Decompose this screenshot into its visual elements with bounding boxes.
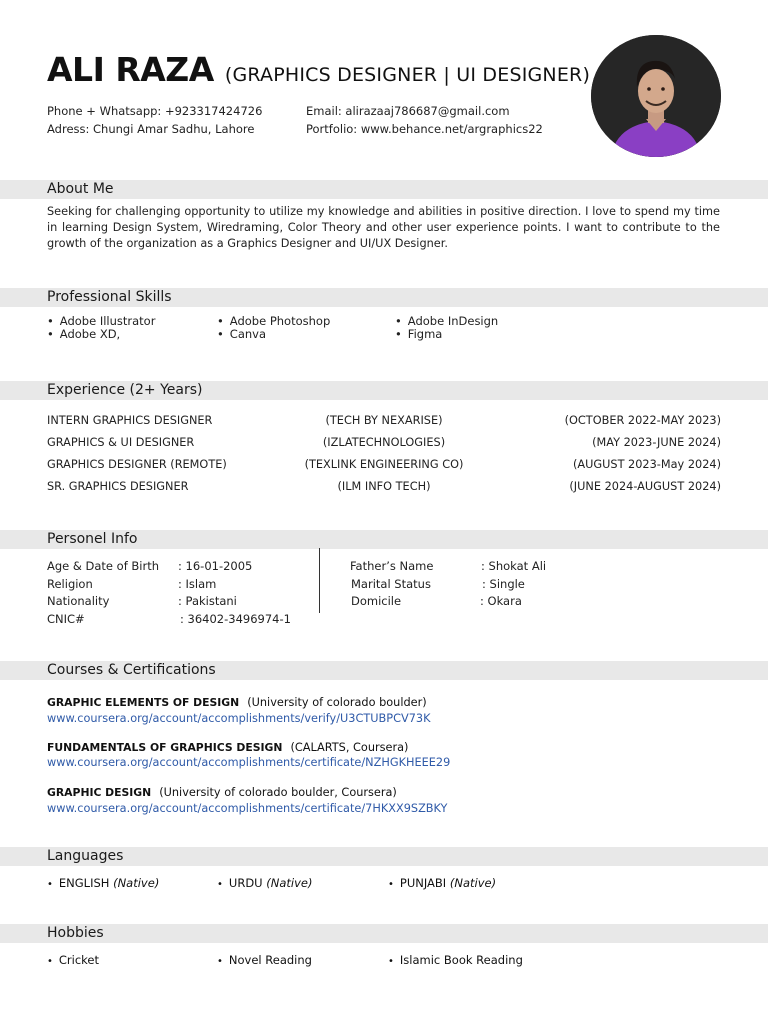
- skill-item: • Adobe InDesign: [395, 315, 498, 328]
- course-entry: [47, 741, 408, 754]
- course-institution: (University of colorado boulder, Coursera): [159, 786, 397, 799]
- job-dates: (MAY 2023-JUNE 2024): [592, 436, 721, 449]
- skills-column-3: [395, 315, 498, 341]
- person-portrait-icon: [591, 35, 721, 157]
- skills-column-2: [217, 315, 330, 341]
- info-value: : Single: [482, 577, 525, 591]
- language-item: [47, 876, 159, 890]
- job-title: GRAPHICS & UI DESIGNER: [47, 436, 195, 449]
- info-label: CNIC#: [47, 612, 85, 626]
- info-label: Father’s Name: [350, 559, 434, 573]
- course-certificate-link[interactable]: www.coursera.org/account/accomplishments/certificate/7HKXX9SZBKY: [47, 802, 448, 815]
- info-label: Domicile: [351, 594, 402, 608]
- email-text: Email: alirazaaj786687@gmail.com: [306, 104, 510, 118]
- job-dates: (JUNE 2024-AUGUST 2024): [569, 480, 721, 493]
- course-entry: [47, 786, 397, 799]
- bullet-icon: •: [388, 956, 394, 967]
- about-section-bar: [0, 180, 768, 199]
- job-title: GRAPHICS DESIGNER (REMOTE): [47, 458, 227, 471]
- candidate-role: (GRAPHICS DESIGNER | UI DESIGNER): [224, 64, 591, 86]
- language-item: [217, 876, 312, 890]
- hobby-item: [388, 953, 523, 967]
- info-label: Age & Date of Birth: [47, 559, 160, 573]
- skills-column-1: [47, 315, 155, 341]
- job-title: INTERN GRAPHICS DESIGNER: [47, 414, 213, 427]
- experience-row: [47, 436, 721, 452]
- header: [47, 50, 590, 89]
- language-level: (Native): [449, 876, 497, 890]
- personal-heading: Personel Info: [47, 531, 138, 547]
- bullet-icon: •: [47, 879, 53, 890]
- courses-heading: Courses & Certifications: [47, 662, 216, 678]
- hobby-item: [47, 953, 99, 967]
- candidate-name: ALI RAZA: [47, 50, 214, 89]
- skill-item: • Figma: [395, 328, 498, 341]
- experience-heading: Experience (2+ Years): [47, 382, 203, 398]
- job-company: (IZLATECHNOLOGIES): [322, 436, 446, 449]
- info-value: : Islam: [178, 577, 217, 591]
- about-heading: About Me: [47, 181, 114, 197]
- skills-heading: Professional Skills: [47, 289, 172, 305]
- hobbies-heading: Hobbies: [47, 925, 104, 941]
- address-text: Adress: Chungi Amar Sadhu, Lahore: [47, 122, 255, 136]
- info-label: Nationality: [47, 594, 110, 608]
- bullet-icon: •: [388, 879, 394, 890]
- course-institution: (CALARTS, Coursera): [290, 741, 409, 754]
- info-label: Religion: [47, 577, 93, 591]
- experience-row: [47, 458, 721, 474]
- bullet-icon: •: [217, 879, 223, 890]
- language-name: ENGLISH: [58, 876, 110, 890]
- about-paragraph: Seeking for challenging opportunity to utilize my knowledge and abilities in positive direction. I love to spend my time in learning Design System, Wiredraming, Color Theory and other user experience points. I want to contribute to the growth of the organization as a Graphics Designer and UI/UX Designer.: [47, 205, 720, 250]
- info-label: Marital Status: [351, 577, 431, 591]
- hobby-name: Novel Reading: [228, 953, 312, 967]
- languages-heading: Languages: [47, 848, 124, 864]
- language-level: (Native): [266, 876, 313, 890]
- language-item: [388, 876, 496, 890]
- skill-item: • Adobe Illustrator: [47, 315, 155, 328]
- bullet-icon: •: [217, 956, 223, 967]
- info-divider: [319, 548, 320, 613]
- language-level: (Native): [113, 876, 160, 890]
- language-name: PUNJABI: [399, 876, 447, 890]
- job-dates: (AUGUST 2023-May 2024): [572, 458, 721, 471]
- job-dates: (OCTOBER 2022-MAY 2023): [564, 414, 721, 427]
- job-company: (TEXLINK ENGINEERING CO): [304, 458, 464, 471]
- info-value: : Pakistani: [178, 594, 237, 608]
- bullet-icon: •: [47, 956, 53, 967]
- info-value: : Shokat Ali: [481, 559, 547, 573]
- info-value: : 36402-3496974-1: [180, 612, 291, 626]
- phone-text: Phone + Whatsapp: +923317424726: [47, 104, 263, 118]
- info-value: : Okara: [480, 594, 522, 608]
- course-name: GRAPHIC DESIGN: [47, 786, 152, 799]
- info-value: : 16-01-2005: [178, 559, 253, 573]
- course-entry: [47, 696, 427, 709]
- experience-row: [47, 414, 721, 430]
- experience-row: [47, 480, 721, 496]
- course-institution: (University of colorado boulder): [247, 696, 427, 709]
- course-certificate-link[interactable]: www.coursera.org/account/accomplishments/verify/U3CTUBPCV73K: [47, 712, 431, 725]
- profile-photo: [591, 35, 721, 157]
- job-company: (ILM INFO TECH): [337, 480, 431, 493]
- hobby-name: Islamic Book Reading: [399, 953, 523, 967]
- hobby-item: [217, 953, 312, 967]
- portfolio-link[interactable]: Portfolio: www.behance.net/argraphics22: [306, 122, 543, 136]
- job-title: SR. GRAPHICS DESIGNER: [47, 480, 189, 493]
- hobby-name: Cricket: [58, 953, 100, 967]
- skill-item: • Adobe Photoshop: [217, 315, 330, 328]
- hobbies-section-bar: [0, 924, 768, 943]
- skill-item: • Canva: [217, 328, 330, 341]
- course-certificate-link[interactable]: www.coursera.org/account/accomplishments/certificate/NZHGKHEEE29: [47, 756, 451, 769]
- job-company: (TECH BY NEXARISE): [325, 414, 443, 427]
- skill-item: • Adobe XD,: [47, 328, 155, 341]
- course-name: FUNDAMENTALS OF GRAPHICS DESIGN: [47, 741, 283, 754]
- course-name: GRAPHIC ELEMENTS OF DESIGN: [47, 696, 240, 709]
- language-name: URDU: [228, 876, 263, 890]
